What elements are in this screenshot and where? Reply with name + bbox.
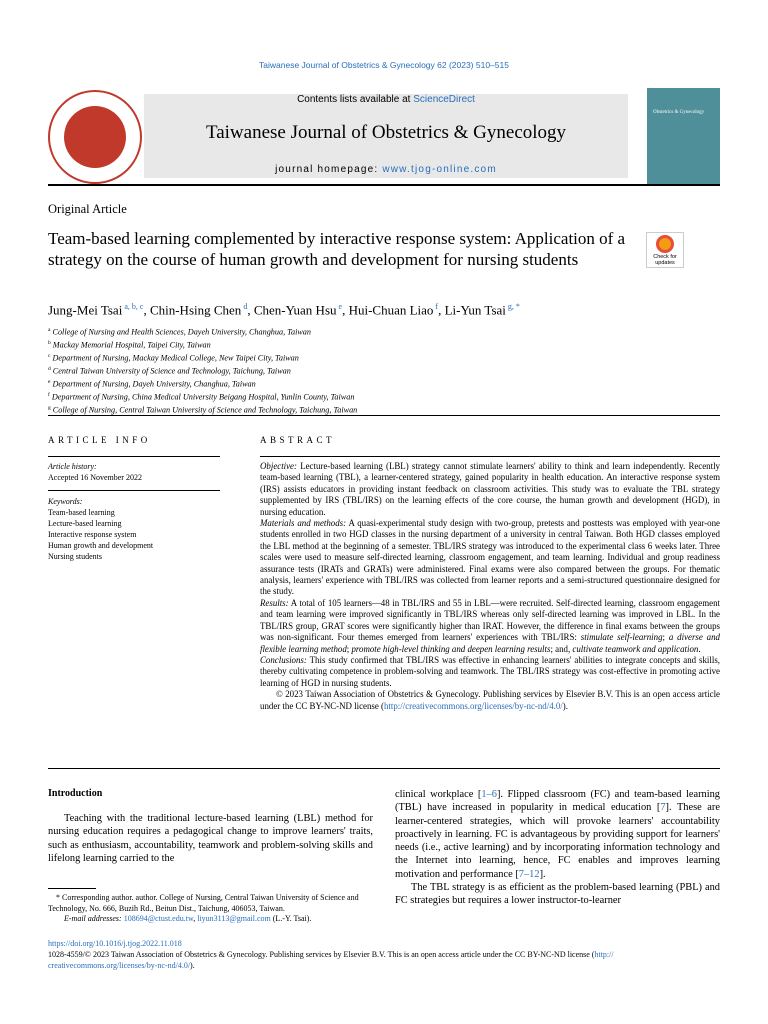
article-title: Team-based learning complemented by interactive response system: Application of a strategy on the course of human growth and development for nursing students — [48, 229, 626, 269]
theme-2: a diverse and flexible learning method — [260, 632, 720, 654]
license-link[interactable]: http://creativecommons.org/licenses/by-nc-nd/4.0/ — [383, 700, 563, 711]
article-info-divider — [48, 456, 220, 457]
email-link[interactable]: liyun3113@gmail.com — [197, 914, 271, 923]
affiliation-sup: f — [48, 391, 50, 398]
introduction-heading: Introduction — [48, 788, 103, 799]
author-list — [48, 302, 520, 318]
abstract-divider — [260, 456, 720, 457]
theme-separator: ; and, — [550, 643, 573, 654]
affiliation-sup: a — [48, 327, 51, 333]
issn-end: ). — [190, 961, 195, 970]
doi-block — [48, 938, 720, 971]
article-history — [48, 461, 220, 483]
cover-title: Obstetrics & Gynecology — [653, 110, 705, 115]
affiliation-sup: d — [48, 365, 51, 372]
theme-3: promote high-level thinking and deepen learning results — [351, 643, 551, 654]
keyword-item: Nursing students — [48, 552, 102, 561]
theme-separator: ; — [346, 643, 352, 654]
author-affil-link[interactable]: f — [433, 302, 439, 311]
intro-paragraph: Teaching with the traditional lecture-based learning (LBL) method for nursing education requires a pedagogical change to improve learners' traits, such as enthusiasm, accountability, teamwork and problem-solving skills and lifelong learning carried to the — [48, 813, 373, 864]
affiliation-text: College of Nursing, Central Taiwan University of Science and Technology, Taichung, Taiwan — [50, 405, 358, 415]
email-link[interactable]: 108694@ctust.edu.tw — [123, 914, 194, 923]
affiliation-text: Department of Nursing, Dayeh University, Changhua, Taiwan — [50, 379, 256, 389]
contents-line — [144, 94, 628, 105]
footnote-divider — [48, 888, 96, 889]
email-line: E-mail addresses: 108694@ctust.edu.tw, liyun3113@gmail.com (L.-Y. Tsai). — [64, 914, 312, 923]
author-name: , Chen-Yuan Hsu — [247, 302, 337, 318]
homepage-line — [144, 164, 628, 175]
affiliation-item — [48, 325, 357, 338]
email-label: E-mail addresses: — [64, 914, 122, 923]
sciencedirect-link[interactable]: ScienceDirect — [413, 94, 475, 105]
affiliation-sup: g — [48, 404, 51, 411]
objective-label: Objective: — [260, 461, 297, 471]
corresponding-footnote — [48, 893, 373, 925]
affiliation-item — [48, 390, 357, 403]
keywords — [48, 496, 220, 562]
affiliation-text: College of Nursing and Health Sciences, Dayeh University, Changhua, Taiwan — [50, 327, 311, 337]
affiliation-item — [48, 351, 357, 364]
affiliation-text: Mackay Memorial Hospital, Taipei City, Taiwan — [50, 340, 211, 350]
author-affil-link[interactable]: e — [336, 302, 343, 311]
abstract-objective — [260, 461, 720, 518]
author-affil-link[interactable]: a, b, c — [122, 302, 144, 311]
intro-text: ]. — [539, 868, 546, 880]
author-name: Jung-Mei Tsai — [48, 302, 123, 318]
abstract-methods — [260, 518, 720, 598]
objective-text: Lecture-based learning (LBL) strategy cannot stimulate learners' ability to think and learn independently. Recently team-based learning (TBL), a learner-centered strategy, gained popularity in health education. An interactive response system (IRS) assists educators in providing instant feedback on classroom activities. This study was to evaluate the TBL strategy supplemented by IRS (TBL/IRS) on the learning effects of the core course, the human growth and development (HGD), in nursing education. — [260, 461, 720, 517]
affiliation-text: Central Taiwan University of Science and Technology, Taichung, Taiwan — [50, 366, 291, 376]
keyword-item: Interactive response system — [48, 530, 137, 539]
email-suffix: (L.-Y. Tsai). — [270, 914, 312, 923]
conclusions-label: Conclusions: — [260, 654, 307, 665]
article-info-heading: ARTICLE INFO — [48, 435, 151, 445]
contents-prefix: Contents lists available at — [297, 94, 414, 105]
methods-text: A quasi-experimental study design with two-group, pretests and posttests was employed with year-one students enrolled in two HGD classes in the nursing department of a university in central Taiwan. Both HGD classes employed the LBL method at the beginning of a semester. TBL/IRS strategy was introduced to the experimental class 6 weeks later. Three scales were used to measure self-directed learning, classroom engagement, and team learning. Individual and group readiness assurance tests (IRATs and GRATs) were administered. Final exams were also compared between the groups. For thematic analysis, learners' experience with TBL/IRS was collected from learner reports and a semi-structured questionnaire designed for the study. — [260, 518, 720, 597]
issn-license-link[interactable]: http:// — [594, 950, 614, 959]
affiliation-item — [48, 338, 357, 351]
reference-link[interactable]: 1–6 — [481, 789, 497, 800]
crossmark-badge[interactable] — [646, 232, 684, 268]
author-affil-link[interactable]: d — [241, 302, 248, 311]
journal-name: Taiwanese Journal of Obstetrics & Gynecology — [205, 122, 567, 143]
affiliations — [48, 325, 357, 416]
intro-paragraph: The TBL strategy is as efficient as the problem-based learning (PBL) and FC strategies but requires a lower instructor-to-learner — [395, 882, 720, 907]
keyword-item: Human growth and development — [48, 541, 154, 550]
homepage-prefix: journal homepage: — [275, 164, 383, 175]
theme-1: stimulate self-learning — [580, 632, 663, 643]
results-label: Results: — [260, 597, 289, 608]
keyword-item: Team-based learning — [48, 508, 115, 517]
intro-paragraph — [395, 788, 720, 881]
author-name: , Chin-Hsing Chen — [143, 302, 242, 318]
theme-4: cultivate teamwork and application — [572, 643, 699, 654]
abstract-copyright — [260, 689, 720, 712]
masthead-divider — [48, 184, 720, 186]
results-text: A total of 105 learners—48 in TBL/IRS and 55 in LBL—were recruited. Self-directed learning, classroom engagement and team learning were improved significantly in TBL/IRS whereas only self-directed learning was improved in LBL. In the TBL/IRS group, GRAT scores were significantly higher than IRAT. However, the difference in final exams between the groups was non-significant. Four themes emerged from learners' experiences with TBL/IRS: — [260, 597, 720, 643]
abstract-body — [260, 461, 720, 712]
affiliation-text: Department of Nursing, Mackay Medical College, New Taipei City, Taiwan — [50, 353, 299, 363]
abstract-heading: ABSTRACT — [260, 435, 336, 445]
masthead — [48, 88, 720, 184]
journal-cover-thumbnail[interactable] — [647, 88, 720, 184]
author-name: , Li-Yun Tsai — [438, 302, 506, 318]
society-logo — [48, 90, 142, 184]
theme-separator: ; — [662, 632, 669, 643]
article-type: Original Article — [48, 202, 127, 216]
affiliation-sup: e — [48, 378, 51, 385]
abstract-bottom-divider — [48, 768, 720, 769]
affiliation-sup: b — [48, 339, 51, 346]
author-affil-link[interactable]: g, * — [505, 302, 520, 311]
intro-text: clinical workplace [ — [395, 789, 482, 800]
affiliation-sup: c — [48, 352, 51, 359]
keyword-item: Lecture-based learning — [48, 519, 122, 528]
issn-line — [48, 949, 720, 971]
reference-link[interactable]: 7 — [660, 802, 666, 814]
copyright-text: © 2023 Taiwan Association of Obstetrics & Gynecology. Publishing services by Elsevier B.V. This is an open access article under the CC BY-NC-ND license ( — [260, 689, 720, 711]
history-label: Article history: — [48, 462, 97, 471]
masthead-banner — [144, 94, 628, 178]
affiliation-item — [48, 364, 357, 377]
abstract-conclusions — [260, 655, 720, 689]
accepted-date: Accepted 16 November 2022 — [48, 473, 142, 482]
doi-link[interactable]: https://doi.org/10.1016/j.tjog.2022.11.018 — [48, 939, 182, 948]
crossmark-label: Check for updates — [653, 253, 677, 266]
intro-right-column — [395, 788, 720, 908]
article-info-subdivider — [48, 490, 220, 491]
intro-left-column — [48, 812, 373, 865]
intro-text: ]. These are learner-centered strategies, which will provoke learners' accountability proactively in learning. FC is advantageous by providing support for learners' needs (i.e., active learning) and by incorporating information technology and the Internet into learning, hence, FC enables and improves learning motivation and performance [ — [395, 802, 720, 880]
issn-text: 1028-4559/© 2023 Taiwan Association of Obstetrics & Gynecology. Publishing services by Elsevier B.V. This is an open access article under the CC BY-NC-ND license ( — [48, 950, 595, 959]
affiliation-item — [48, 403, 357, 416]
crossmark-icon — [656, 235, 674, 253]
affiliation-item — [48, 377, 357, 390]
keywords-label: Keywords: — [48, 497, 83, 506]
logo-emblem-icon — [64, 106, 126, 168]
conclusions-text: This study confirmed that TBL/IRS was effective in enhancing learners' abilities to integrate concepts and skills, thereby cultivating competence in problem-solving and teamwork. The TBL/IRS strategy was cost-effective in promoting active learning of HGD in nursing students. — [260, 654, 720, 688]
issn-license-link[interactable]: creativecommons.org/licenses/by-nc-nd/4.0/ — [48, 961, 191, 970]
affiliation-text: Department of Nursing, China Medical University Beigang Hospital, Yunlin County, Taiwan — [49, 392, 355, 402]
journal-citation[interactable]: Taiwanese Journal of Obstetrics & Gynecology 62 (2023) 510–515 — [259, 60, 509, 70]
header-divider — [48, 415, 720, 416]
reference-link[interactable]: 7–12 — [518, 868, 540, 880]
abstract-results — [260, 598, 720, 655]
theme-end: . — [698, 643, 701, 654]
intro-text: ]. Flipped classroom (FC) and team-based learning (TBL) have increased in popularity in medical education [ — [395, 789, 720, 814]
corresponding-author: * Corresponding author. author. College of Nursing, Central Taiwan University of Science and Technology, No. 666, Buzih Rd., Beitun Dist., Taichung, 406053, Taiwan. — [48, 893, 359, 913]
copyright-end: ). — [562, 700, 568, 711]
homepage-link[interactable]: www.tjog-online.com — [382, 164, 497, 175]
methods-label: Materials and methods: — [260, 518, 347, 529]
author-name: , Hui-Chuan Liao — [342, 302, 434, 318]
